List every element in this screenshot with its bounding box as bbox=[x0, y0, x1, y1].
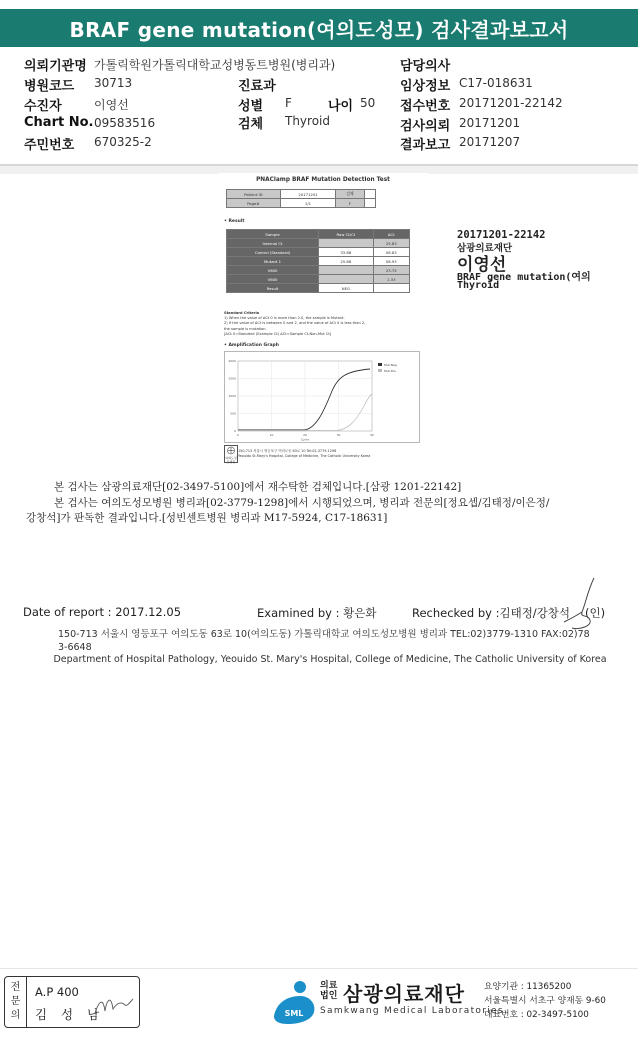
hospital-code-value: 30713 bbox=[94, 76, 133, 90]
result-table bbox=[226, 229, 410, 293]
lab-info-line: 서울특별시 서초구 양재동 9-60 bbox=[484, 996, 606, 1006]
result-cell: 33.88 bbox=[319, 248, 373, 257]
department-label: 진료과 bbox=[238, 79, 276, 94]
hospital-address-ko: 150-713 서울시 영등포구 여의도동 63로 10(여의도동) 가톨릭대학교 여의도성모병원 병리과 TEL:02)3779-1310 FAX:02)78 3-6648 bbox=[58, 629, 590, 653]
resident-no-value: 670325-2 bbox=[94, 135, 152, 149]
result-cell: 1.33 bbox=[373, 275, 409, 284]
resident-no-label: 주민번호 bbox=[24, 138, 75, 153]
amp-y-tick: 500 bbox=[230, 411, 236, 416]
criteria-line: [ΔCt 0=Standard (Example Ct) ΔCt=Sample Ct-Non-Mut Ct] bbox=[224, 331, 332, 336]
amp-x-tick: 20 bbox=[303, 433, 307, 437]
chart-no-label: Chart No. bbox=[24, 115, 94, 130]
amp-y-tick: 1500 bbox=[228, 376, 236, 381]
handwritten-signature bbox=[558, 576, 608, 636]
result-cell: 25.86 bbox=[319, 257, 373, 266]
result-cell bbox=[319, 239, 373, 248]
embedded-footer-line: 150-713 서울시 영등포구 여의도동 63로 10 Tel:02-3779-1298 bbox=[238, 449, 337, 453]
amp-y-tick: 2000 bbox=[228, 359, 236, 363]
id-cell bbox=[364, 190, 375, 199]
approval-role-char: 문 bbox=[10, 996, 21, 1007]
rechecked-by: Rechecked by :김태정/강창석 bbox=[412, 606, 571, 620]
amp-heading-text: Amplification Graph bbox=[228, 343, 279, 348]
id-cell: 검체 bbox=[336, 190, 364, 199]
stamp-patient-name: 이영선 bbox=[457, 255, 507, 275]
lab-name: 삼광의료재단 bbox=[343, 982, 465, 1006]
stamp-test-name: BRAF gene mutation(여의 bbox=[457, 272, 591, 283]
specimen-label: 검체 bbox=[238, 117, 264, 132]
result-cell: Internal Ct bbox=[227, 239, 319, 248]
hospital-logo-icon bbox=[225, 446, 237, 455]
lab-info-line: 대표번호 : 02-3497-5100 bbox=[484, 1010, 589, 1020]
embedded-id-table bbox=[226, 189, 376, 208]
id-cell: 1/1 bbox=[280, 199, 336, 208]
note-line: 본 검사는 삼광의료재단[02-3497-5100]에서 재수탁한 검체입니다.[삼광 1201-22142] bbox=[54, 481, 462, 493]
note-line: 본 검사는 여의도성모병원 병리과[02-3779-1298]에서 시행되었으며, 병리과 전문의[정요셉/김태정/이은정/ bbox=[54, 496, 550, 509]
amp-x-tick: 30 bbox=[336, 433, 341, 437]
lab-info-line: 요양기관 : 11365200 bbox=[484, 982, 572, 992]
approval-box bbox=[4, 976, 140, 1028]
amp-x-tick: 0 bbox=[237, 433, 239, 437]
standard-criteria bbox=[224, 311, 414, 337]
sex-value: F bbox=[285, 96, 292, 110]
amp-x-tick: 10 bbox=[269, 433, 274, 437]
result-cell: 23.75 bbox=[373, 266, 409, 275]
result-header-cell: ΔCt bbox=[373, 230, 409, 239]
sml-logo-text: SML bbox=[284, 1009, 304, 1018]
receipt-no-label: 접수번호 bbox=[400, 99, 451, 114]
stamp-lab-name: 삼광의료재단 bbox=[457, 243, 513, 254]
report-title: BRAF gene mutation(여의도성모) 검사결과보고서 bbox=[0, 9, 638, 47]
result-cell: NEG bbox=[319, 284, 373, 293]
result-cell: Mutant 1 bbox=[227, 257, 319, 266]
criteria-line: 1) When the value of ΔCt 0 is more than 2.0, the sample is Mutant. bbox=[224, 316, 345, 321]
result-notes bbox=[26, 480, 614, 527]
age-value: 50 bbox=[360, 96, 376, 110]
legend-label: Mut-Pos bbox=[384, 369, 396, 373]
criteria-line: 2) If the value of ΔCt is between 0 and 2, and the value of ΔCt 0 is less than 2, bbox=[224, 321, 366, 326]
legend-label: Mut-Neg bbox=[384, 363, 397, 367]
lab-info bbox=[484, 980, 606, 1022]
amplification-graph bbox=[224, 351, 420, 443]
result-cell: Control (Standard) bbox=[227, 248, 319, 257]
specimen-label-stamp bbox=[453, 226, 593, 296]
seal-mark: (인) bbox=[585, 606, 606, 620]
legend-swatch-dark bbox=[378, 363, 382, 366]
result-cell: 06.83 bbox=[373, 248, 409, 257]
id-cell: Patient ID bbox=[227, 190, 281, 199]
approval-role bbox=[5, 977, 27, 1027]
result-cell bbox=[319, 266, 373, 275]
note-line: 강창석]가 판독한 결과입니다.[성빈센트병원 병리과 M17-5924, C17-18631] bbox=[26, 512, 388, 524]
sml-logo-icon bbox=[270, 978, 318, 1026]
amp-y-tick: 1000 bbox=[228, 394, 236, 398]
embedded-report-title: PNAClamp BRAF Mutation Detection Test bbox=[256, 177, 390, 183]
examinee-label: 수진자 bbox=[24, 99, 62, 114]
id-cell: Page# bbox=[227, 199, 281, 208]
request-date-value: 20171201 bbox=[459, 116, 521, 130]
legend-swatch-light bbox=[378, 369, 382, 372]
approval-role-char: 의 bbox=[10, 1010, 21, 1021]
institution-value: 가톨릭학원가톨릭대학교성병동트병원(병리과) bbox=[94, 58, 336, 72]
stamp-receipt-no: 20171201-22142 bbox=[457, 229, 546, 241]
result-header-cell: Sample bbox=[227, 230, 319, 239]
criteria-heading: Standard Criteria bbox=[224, 311, 260, 315]
result-cell bbox=[373, 284, 409, 293]
result-heading-text: Result bbox=[228, 219, 245, 224]
specimen-value: Thyroid bbox=[285, 114, 330, 128]
approval-signature bbox=[91, 991, 135, 1021]
approval-role-char: 전 bbox=[10, 982, 21, 993]
approval-code: A.P 400 bbox=[35, 985, 79, 999]
approval-name: 김 성 남 bbox=[35, 1007, 105, 1022]
stamp-specimen: Thyroid bbox=[457, 280, 500, 291]
hospital-logo-caption: 여의도성모병원 bbox=[225, 456, 237, 464]
result-cell: Result bbox=[227, 284, 319, 293]
clinical-info-label: 임상정보 bbox=[400, 79, 451, 94]
date-of-report: Date of report : 2017.12.05 bbox=[23, 605, 182, 619]
hospital-code-label: 병원코드 bbox=[24, 79, 75, 94]
result-heading: • Result bbox=[224, 219, 245, 224]
lab-name-en: Samkwang Medical Laboratories bbox=[320, 1006, 504, 1016]
result-cell: 08.93 bbox=[373, 257, 409, 266]
id-cell bbox=[364, 199, 375, 208]
examinee-value: 이영선 bbox=[94, 98, 129, 112]
result-cell: V600 bbox=[227, 275, 319, 284]
embedded-footer-line: Yeouido St.Mary's Hospital, College of Medicine, The Catholic University Korea bbox=[238, 454, 371, 458]
embedded-report bbox=[218, 173, 428, 469]
amp-x-label: Cycle bbox=[300, 437, 310, 442]
corp-prefix: 의료 법인 bbox=[320, 981, 338, 1001]
attending-label: 담당의사 bbox=[400, 59, 451, 74]
result-header-cell: Raw Ct/Ct bbox=[319, 230, 373, 239]
amp-heading: • Amplification Graph bbox=[224, 343, 279, 348]
report-date-value: 20171207 bbox=[459, 135, 521, 149]
institution-label: 의뢰기관명 bbox=[24, 59, 87, 74]
amp-x-tick: 40 bbox=[370, 433, 374, 437]
patient-info-section bbox=[0, 50, 638, 164]
hospital-address-en: Department of Hospital Pathology, Yeouido St. Mary's Hospital, College of Medicine, The Catholic University of Korea bbox=[53, 654, 607, 665]
criteria-line: the sample is mutation. bbox=[224, 326, 267, 331]
receipt-no-value: 20171201-22142 bbox=[459, 96, 563, 110]
request-date-label: 검사의뢰 bbox=[400, 119, 451, 134]
result-cell bbox=[319, 275, 373, 284]
report-date-label: 결과보고 bbox=[400, 138, 451, 153]
sex-label: 성별 bbox=[238, 99, 264, 114]
embedded-footer bbox=[238, 449, 426, 459]
chart-no-value: 09583516 bbox=[94, 116, 156, 130]
amp-y-tick: 0 bbox=[234, 429, 236, 433]
hospital-logo bbox=[224, 445, 238, 463]
clinical-info-value: C17-018631 bbox=[459, 76, 533, 90]
footer-divider bbox=[0, 968, 638, 969]
id-cell: F bbox=[336, 199, 364, 208]
result-cell: V600 bbox=[227, 266, 319, 275]
age-label: 나이 bbox=[328, 99, 354, 114]
result-cell: 25.83 bbox=[373, 239, 409, 248]
id-cell: 20171201 bbox=[280, 190, 336, 199]
examined-by: Examined by : 황은화 bbox=[257, 606, 377, 620]
